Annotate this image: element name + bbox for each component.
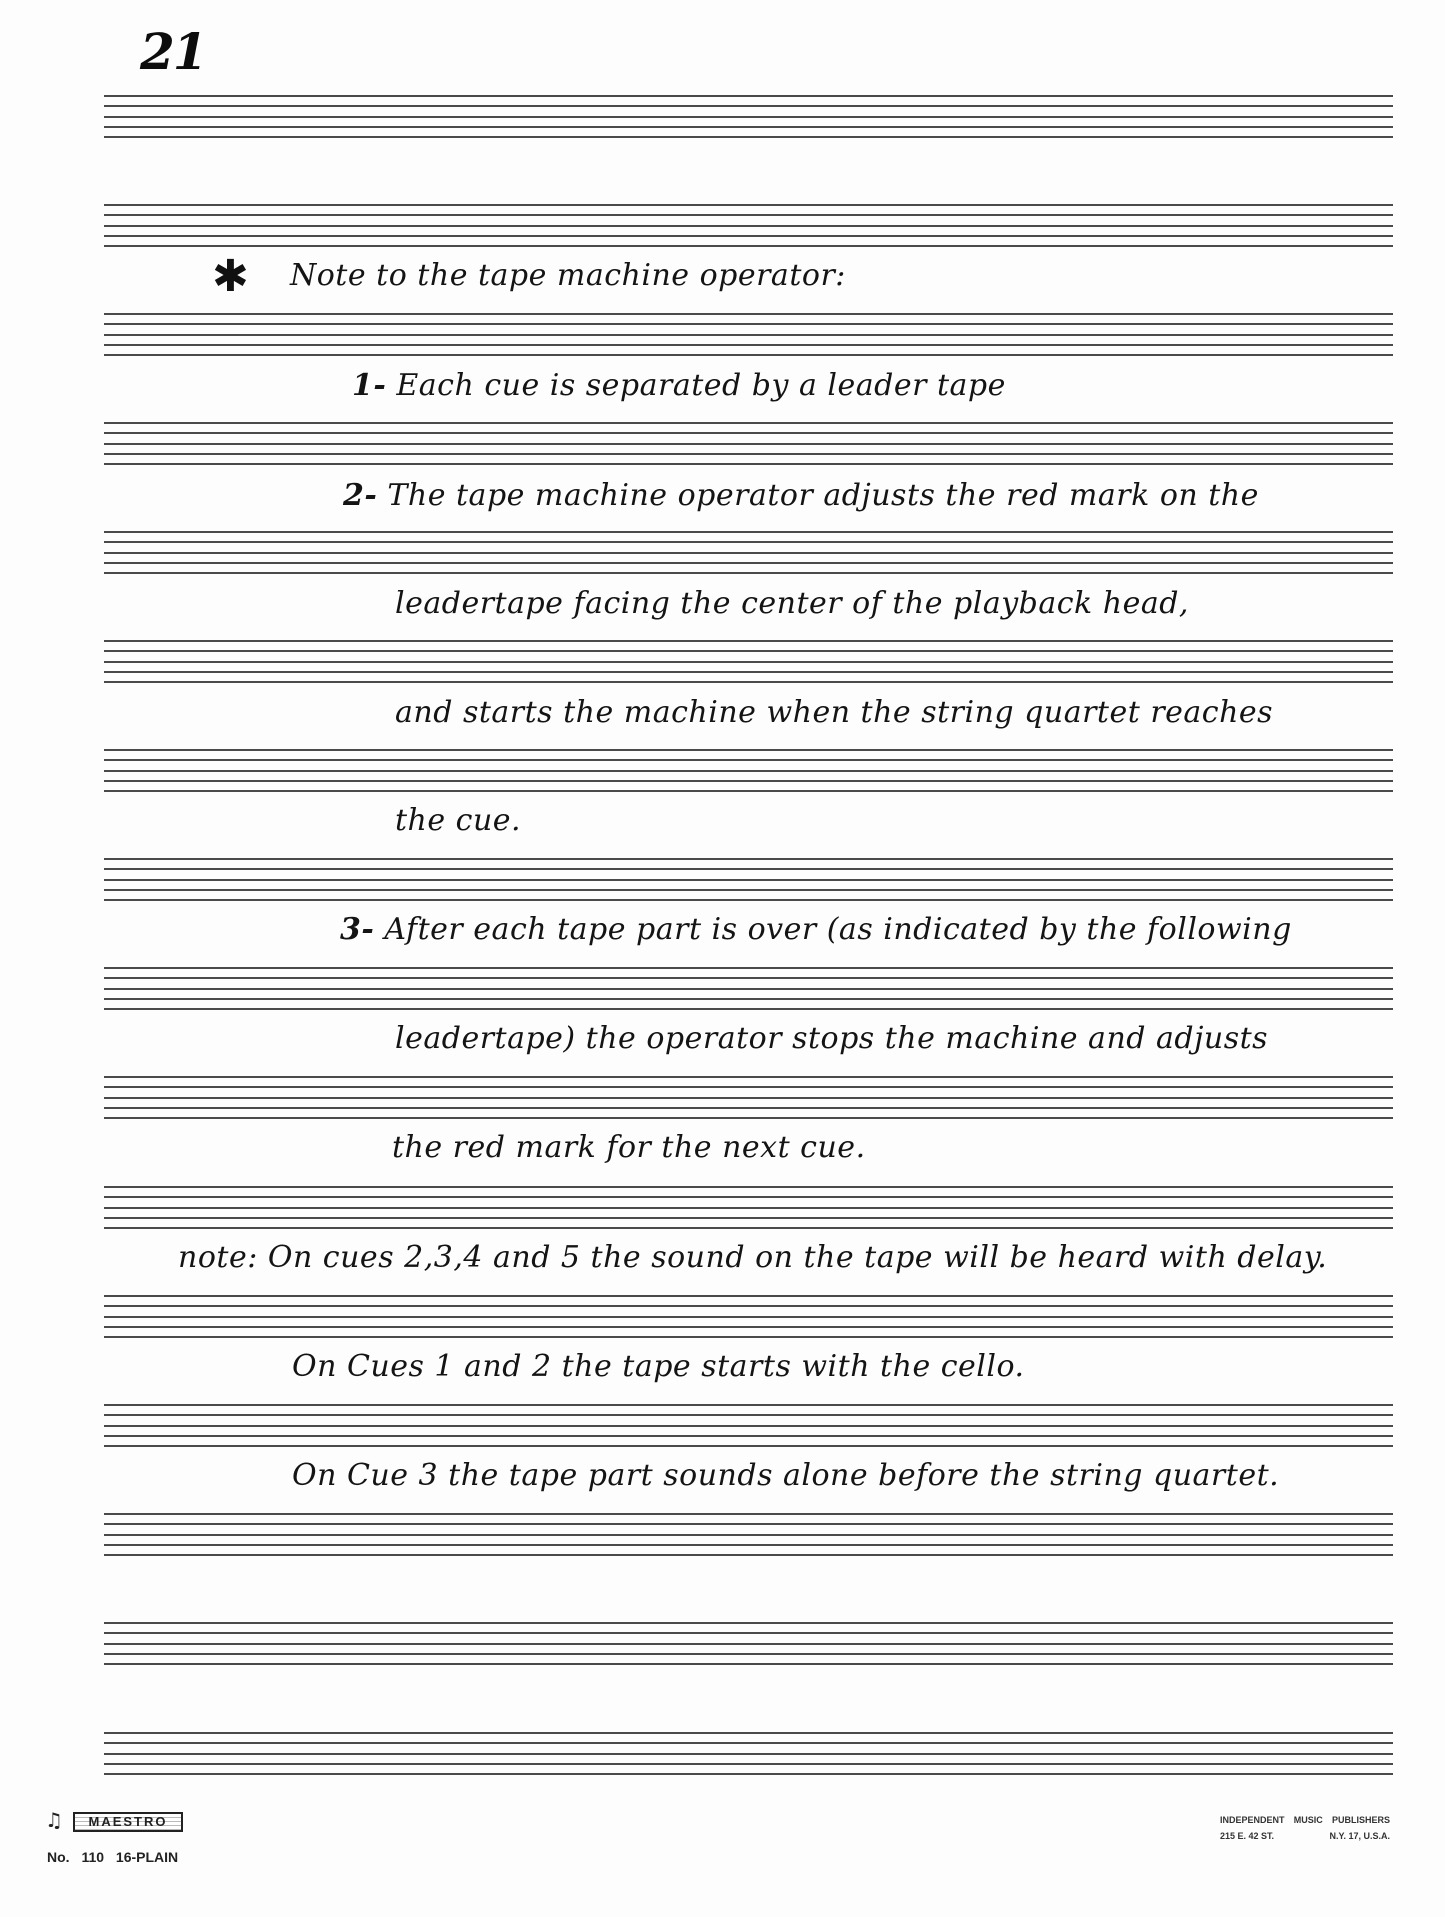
staff-line — [104, 1653, 1393, 1655]
staff-line — [104, 1326, 1393, 1328]
staff-line — [104, 1523, 1393, 1525]
staff-line — [104, 879, 1393, 881]
staff-line — [104, 225, 1393, 227]
paper-code: No. 110 16-PLAIN — [47, 1849, 179, 1865]
staff-line — [104, 858, 1393, 860]
staff-line — [104, 334, 1393, 336]
staff-line — [104, 1076, 1393, 1078]
staff-14 — [104, 1513, 1393, 1556]
staff-15 — [104, 1622, 1393, 1665]
staff-line — [104, 868, 1393, 870]
staff-line — [104, 1742, 1393, 1744]
staff-line — [104, 1107, 1393, 1109]
staff-line — [104, 889, 1393, 891]
staff-line — [104, 1753, 1393, 1755]
staff-line — [104, 432, 1393, 434]
staff-line — [104, 1305, 1393, 1307]
staff-line — [104, 552, 1393, 554]
staff-line — [104, 1217, 1393, 1219]
staff-6 — [104, 640, 1393, 683]
staff-line — [104, 1196, 1393, 1198]
staff-line — [104, 671, 1393, 673]
note-heading: Note to the tape machine operator: — [290, 258, 846, 293]
staff-line — [104, 105, 1393, 107]
staff-line — [104, 1086, 1393, 1088]
staff-line — [104, 354, 1393, 356]
staff-line — [104, 136, 1393, 138]
staff-line — [104, 780, 1393, 782]
staff-line — [104, 650, 1393, 652]
note-item-1 — [352, 368, 1006, 403]
note-item-2 — [343, 478, 1259, 513]
staff-line — [104, 1097, 1393, 1099]
staff-line — [104, 1435, 1393, 1437]
footnote-line-3: On Cue 3 the tape part sounds alone before the string quartet. — [292, 1458, 1280, 1493]
staff-line — [104, 1227, 1393, 1229]
staff-line — [104, 204, 1393, 206]
item-text: The tape machine operator adjusts the red mark on the — [387, 478, 1259, 513]
staff-line — [104, 541, 1393, 543]
staff-line — [104, 1336, 1393, 1338]
staff-line — [104, 1008, 1393, 1010]
staff-9 — [104, 967, 1393, 1010]
item-number: 2- — [343, 478, 378, 513]
staff-line — [104, 323, 1393, 325]
staff-line — [104, 1404, 1393, 1406]
staff-line — [104, 1732, 1393, 1734]
staff-line — [104, 562, 1393, 564]
staff-line — [104, 572, 1393, 574]
staff-line — [104, 1186, 1393, 1188]
footnote-text: On cues 2,3,4 and 5 the sound on the tape will be heard with delay. — [267, 1240, 1328, 1275]
staff-13 — [104, 1404, 1393, 1447]
note-item-3 — [340, 912, 1292, 947]
staff-line — [104, 661, 1393, 663]
staff-line — [104, 749, 1393, 751]
staff-line — [104, 443, 1393, 445]
publisher-word: MUSIC — [1293, 1815, 1323, 1825]
street-address: 215 E. 42 ST. — [1220, 1831, 1275, 1841]
staff-line — [104, 1773, 1393, 1775]
staff-line — [104, 1414, 1393, 1416]
staff-line — [104, 977, 1393, 979]
staff-line — [104, 313, 1393, 315]
footnote-line-1 — [178, 1240, 1327, 1275]
maestro-logo — [45, 1806, 185, 1834]
staff-line — [104, 1763, 1393, 1765]
staff-line — [104, 116, 1393, 118]
item-text: Each cue is separated by a leader tape — [396, 368, 1006, 403]
page-number: 21 — [140, 22, 206, 81]
note-item-2-line-2: leadertape facing the center of the playback head, — [395, 586, 1189, 621]
staff-line — [104, 759, 1393, 761]
note-item-3-line-2: leadertape) the operator stops the machine and adjusts — [395, 1021, 1269, 1056]
asterisk-icon: ✱ — [212, 251, 249, 302]
staff-line — [104, 344, 1393, 346]
staff-line — [104, 531, 1393, 533]
staff-line — [104, 1425, 1393, 1427]
staff-line — [104, 899, 1393, 901]
staff-4 — [104, 422, 1393, 465]
staff-8 — [104, 858, 1393, 901]
publisher-name — [1220, 1815, 1390, 1825]
staff-line — [104, 681, 1393, 683]
brand-name: MAESTRO — [73, 1812, 183, 1832]
staff-line — [104, 463, 1393, 465]
footnote-line-2: On Cues 1 and 2 the tape starts with the cello. — [292, 1349, 1025, 1384]
staff-line — [104, 245, 1393, 247]
staff-2 — [104, 204, 1393, 247]
staff-line — [104, 1534, 1393, 1536]
staff-line — [104, 1622, 1393, 1624]
note-item-2-line-3: and starts the machine when the string quartet reaches — [395, 695, 1274, 730]
staff-1 — [104, 95, 1393, 138]
staff-line — [104, 1445, 1393, 1447]
staff-line — [104, 422, 1393, 424]
staff-line — [104, 1544, 1393, 1546]
staff-line — [104, 126, 1393, 128]
staff-line — [104, 988, 1393, 990]
staff-line — [104, 790, 1393, 792]
staff-line — [104, 235, 1393, 237]
staff-3 — [104, 313, 1393, 356]
staff-line — [104, 1207, 1393, 1209]
publisher-address — [1220, 1831, 1390, 1841]
note-item-3-line-3: the red mark for the next cue. — [392, 1130, 866, 1165]
staff-line — [104, 1117, 1393, 1119]
staff-12 — [104, 1295, 1393, 1338]
note-item-2-line-4: the cue. — [395, 803, 522, 838]
staff-line — [104, 95, 1393, 97]
staff-line — [104, 1513, 1393, 1515]
staff-line — [104, 1663, 1393, 1665]
publisher-info — [1220, 1815, 1390, 1847]
staff-line — [104, 1643, 1393, 1645]
staff-line — [104, 770, 1393, 772]
staff-line — [104, 640, 1393, 642]
music-notes-icon: ♫ — [45, 1808, 63, 1832]
staff-line — [104, 967, 1393, 969]
staff-5 — [104, 531, 1393, 574]
city: N.Y. 17, U.S.A. — [1329, 1831, 1390, 1841]
staff-line — [104, 1316, 1393, 1318]
publisher-word: PUBLISHERS — [1331, 1815, 1390, 1825]
staff-16 — [104, 1732, 1393, 1775]
staff-line — [104, 453, 1393, 455]
staff-10 — [104, 1076, 1393, 1119]
staff-line — [104, 1554, 1393, 1556]
staff-line — [104, 1632, 1393, 1634]
item-number: 1- — [352, 368, 387, 403]
staff-11 — [104, 1186, 1393, 1229]
item-number: 3- — [340, 912, 375, 947]
staff-7 — [104, 749, 1393, 792]
staff-line — [104, 214, 1393, 216]
footnote-label: note: — [178, 1240, 258, 1275]
staff-line — [104, 998, 1393, 1000]
item-text: After each tape part is over (as indicated by the following — [384, 912, 1292, 947]
staff-line — [104, 1295, 1393, 1297]
publisher-word: INDEPENDENT — [1220, 1815, 1285, 1825]
